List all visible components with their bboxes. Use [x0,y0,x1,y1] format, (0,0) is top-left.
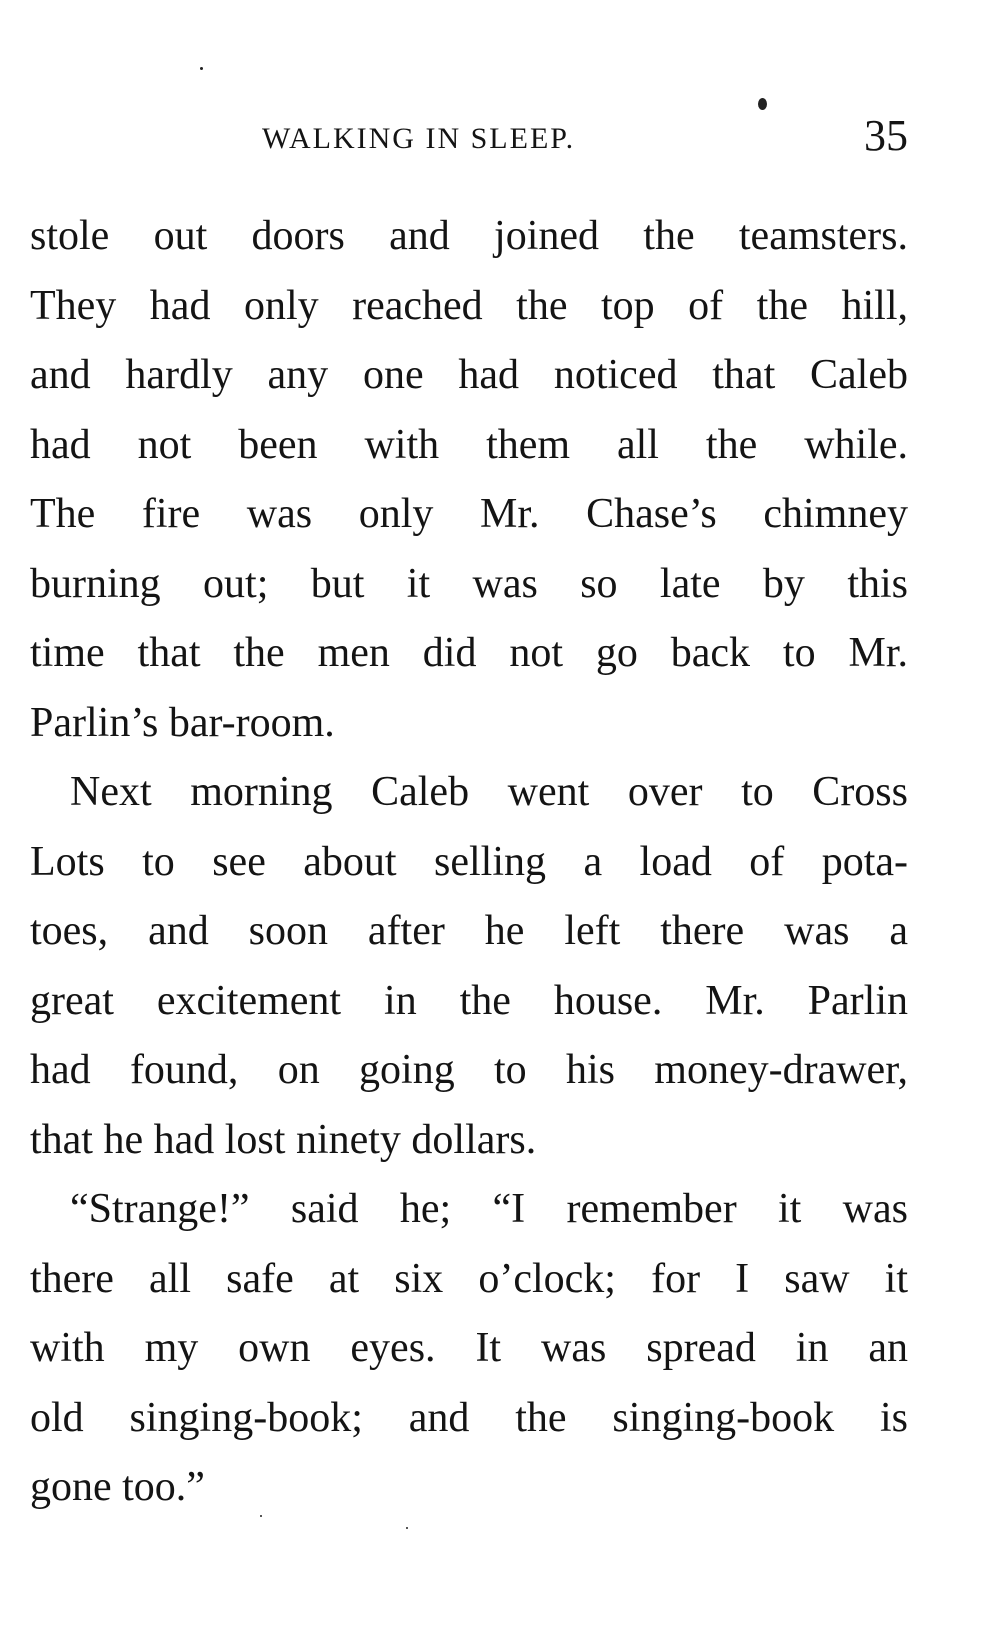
text-line: stole out doors and joined the teamsters. [30,213,908,259]
text-line: and hardly any one had noticed that Caleb [30,352,908,398]
text-line: Parlin’s bar-room. [30,699,335,746]
text-line: old singing-book; and the singing-book is [30,1394,908,1441]
text-line: with my own eyes. It was spread in an [30,1325,908,1371]
text-line: They had only reached the top of the hill, [30,282,908,329]
ink-speck [200,67,203,70]
ink-speck [758,98,767,110]
text-line: burning out; but it was so late by this [30,560,908,607]
text-line: The fire was only Mr. Chase’s chimney [30,491,908,537]
text-line: great excitement in the house. Mr. Parlin [30,977,908,1024]
running-title: WALKING IN SLEEP. [262,122,576,155]
text-line: Next morning Caleb went over to Cross [70,769,908,815]
text-line: there all safe at six o’clock; for I saw it [30,1255,908,1302]
text-line: Lots to see about selling a load of pota- [30,838,908,885]
ink-speck [260,1515,262,1517]
page-number: 35 [864,111,908,160]
text-line: had not been with them all the while. [30,421,908,468]
text-line: gone too.” [30,1464,205,1510]
text-line: had found, on going to his money-drawer, [30,1047,908,1093]
body-text [30,202,908,1523]
ink-speck [406,1527,408,1529]
text-line: that he had lost ninety dollars. [30,1116,537,1163]
text-line: “Strange!” said he; “I remember it was [70,1186,908,1232]
text-line: toes, and soon after he left there was a [30,908,908,954]
text-line: time that the men did not go back to Mr. [30,630,908,676]
running-head [30,110,908,160]
